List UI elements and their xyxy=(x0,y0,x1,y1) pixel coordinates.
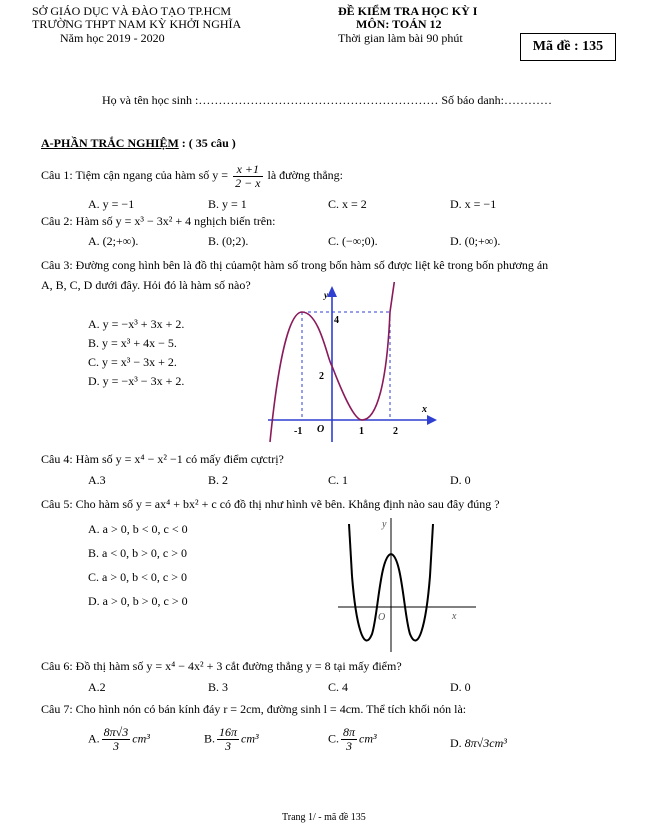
q3-tick-4: 4 xyxy=(334,315,339,326)
q3-tick-1: 1 xyxy=(359,426,364,437)
q1-option-a[interactable]: A. y = −1 xyxy=(88,197,135,211)
q5-origin: O xyxy=(378,612,386,623)
header-dept: SỞ GIÁO DỤC VÀ ĐÀO TẠO TP.HCM xyxy=(32,4,232,18)
q7-b-unit: cm³ xyxy=(241,731,259,746)
q6-option-c[interactable]: C. 4 xyxy=(328,680,349,694)
header-school: TRƯỜNG THPT NAM KỲ KHỞI NGHĨA xyxy=(32,17,242,31)
q5-x-label: x xyxy=(452,611,457,622)
q3-x-arrow xyxy=(427,415,437,425)
exam-code-box: Mã đề : 135 xyxy=(520,33,616,61)
question-3-line-1: Câu 3: Đường cong hình bên là đồ thị củamột hàm số trong bốn hàm số được liệt kê trong bốn phương án xyxy=(41,258,549,272)
q6-option-a[interactable]: A.2 xyxy=(88,680,106,694)
question-5: Câu 5: Cho hàm số y = ax⁴ + bx² + c có đồ thị như hình vẽ bên. Khẳng định nào sau đây đúng ? xyxy=(41,497,500,511)
q3-origin: O xyxy=(317,424,325,435)
q7-c-den: 3 xyxy=(346,739,353,753)
q7-option-d[interactable] xyxy=(450,736,507,751)
q7-a-label: A. xyxy=(88,731,100,746)
q7-d-label: D. xyxy=(450,736,462,750)
q2-option-a[interactable]: A. (2;+∞). xyxy=(88,234,139,248)
question-4: Câu 4: Hàm số y = x⁴ − x² −1 có mấy điểm cựctrị? xyxy=(41,452,284,466)
q7-d-text: 8π√3cm³ xyxy=(464,736,507,750)
q3-option-c[interactable]: C. y = x³ − 3x + 2. xyxy=(88,355,177,369)
q3-tick-2: 2 xyxy=(319,371,324,382)
q3-graph xyxy=(262,282,442,444)
q7-option-b[interactable] xyxy=(204,726,259,753)
q4-option-a[interactable]: A.3 xyxy=(88,473,106,487)
q7-a-unit: cm³ xyxy=(132,731,150,746)
q1-fraction xyxy=(233,163,262,190)
q7-b-num: 16π xyxy=(219,725,238,739)
exam-subject: MÔN: TOÁN 12 xyxy=(356,17,442,31)
q3-tick-2x: 2 xyxy=(393,426,398,437)
exam-title: ĐỀ KIỂM TRA HỌC KỲ I xyxy=(338,4,478,18)
q7-b-label: B. xyxy=(204,731,216,746)
q5-option-d[interactable]: D. a > 0, b > 0, c > 0 xyxy=(88,594,188,608)
q3-option-a[interactable]: A. y = −x³ + 3x + 2. xyxy=(88,317,185,331)
q5-curve xyxy=(352,524,433,641)
q7-c-num: 8π xyxy=(343,725,356,739)
q2-option-c[interactable]: C. (−∞;0). xyxy=(328,234,378,248)
q1-option-c[interactable]: C. x = 2 xyxy=(328,197,367,211)
q4-option-b[interactable]: B. 2 xyxy=(208,473,229,487)
question-3-line-2: A, B, C, D dưới đây. Hỏi đó là hàm số nào? xyxy=(41,278,251,292)
q7-option-c[interactable] xyxy=(328,726,377,753)
q7-b-den: 3 xyxy=(225,739,232,753)
exam-duration: Thời gian làm bài 90 phút xyxy=(338,31,463,45)
q3-tick-m1: -1 xyxy=(294,426,303,437)
q1-denominator: 2 − x xyxy=(235,175,261,190)
q5-graph xyxy=(334,516,480,654)
question-7: Câu 7: Cho hình nón có bán kính đáy r = 2cm, đường sinh l = 4cm. Thể tích khối nón là: xyxy=(41,702,467,716)
q1-suffix: là đường thẳng: xyxy=(267,168,344,182)
q3-x-label: x xyxy=(422,404,427,415)
q7-a-den: 3 xyxy=(112,739,119,753)
q7-a-num: 8π√3 xyxy=(103,725,129,739)
q4-option-c[interactable]: C. 1 xyxy=(328,473,349,487)
section-heading xyxy=(41,136,236,151)
section-count: : ( 35 câu ) xyxy=(181,136,236,150)
question-2: Câu 2: Hàm số y = x³ − 3x² + 4 nghịch biến trên: xyxy=(41,214,276,228)
q6-option-b[interactable]: B. 3 xyxy=(208,680,229,694)
q5-option-c[interactable]: C. a > 0, b < 0, c > 0 xyxy=(88,570,187,584)
question-6: Câu 6: Đồ thị hàm số y = x⁴ − 4x² + 3 cắt đường thẳng y = 8 tại mấy điểm? xyxy=(41,659,402,673)
q7-c-unit: cm³ xyxy=(359,731,377,746)
q5-curve-left xyxy=(349,524,352,576)
q6-option-d[interactable]: D. 0 xyxy=(450,680,471,694)
q1-option-b[interactable]: B. y = 1 xyxy=(208,197,247,211)
q5-option-b[interactable]: B. a < 0, b > 0, c > 0 xyxy=(88,546,187,560)
q5-y-label: y xyxy=(382,519,387,530)
question-1 xyxy=(41,161,343,190)
q1-numerator: x +1 xyxy=(233,163,262,177)
q3-y-arrow xyxy=(327,286,337,297)
section-title: A-PHẦN TRẮC NGHIỆM xyxy=(41,136,179,150)
q3-option-b[interactable]: B. y = x³ + 4x − 5. xyxy=(88,336,177,350)
q2-option-b[interactable]: B. (0;2). xyxy=(208,234,249,248)
q3-option-d[interactable]: D. y = −x³ − 3x + 2. xyxy=(88,374,185,388)
page-footer: Trang 1/ - mã đề 135 xyxy=(282,812,366,823)
q3-y-label: y xyxy=(324,290,328,300)
q4-option-d[interactable]: D. 0 xyxy=(450,473,471,487)
q1-prefix: Câu 1: Tiệm cận ngang của hàm số y = xyxy=(41,168,229,182)
q5-option-a[interactable]: A. a > 0, b < 0, c < 0 xyxy=(88,522,188,536)
student-info-line: Họ và tên học sinh :…………………………………………………… Số báo danh:………… xyxy=(102,93,552,107)
q1-option-d[interactable]: D. x = −1 xyxy=(450,197,497,211)
header-year: Năm học 2019 - 2020 xyxy=(60,31,165,45)
q2-option-d[interactable]: D. (0;+∞). xyxy=(450,234,501,248)
q7-option-a[interactable] xyxy=(88,726,150,753)
q7-c-label: C. xyxy=(328,731,340,746)
